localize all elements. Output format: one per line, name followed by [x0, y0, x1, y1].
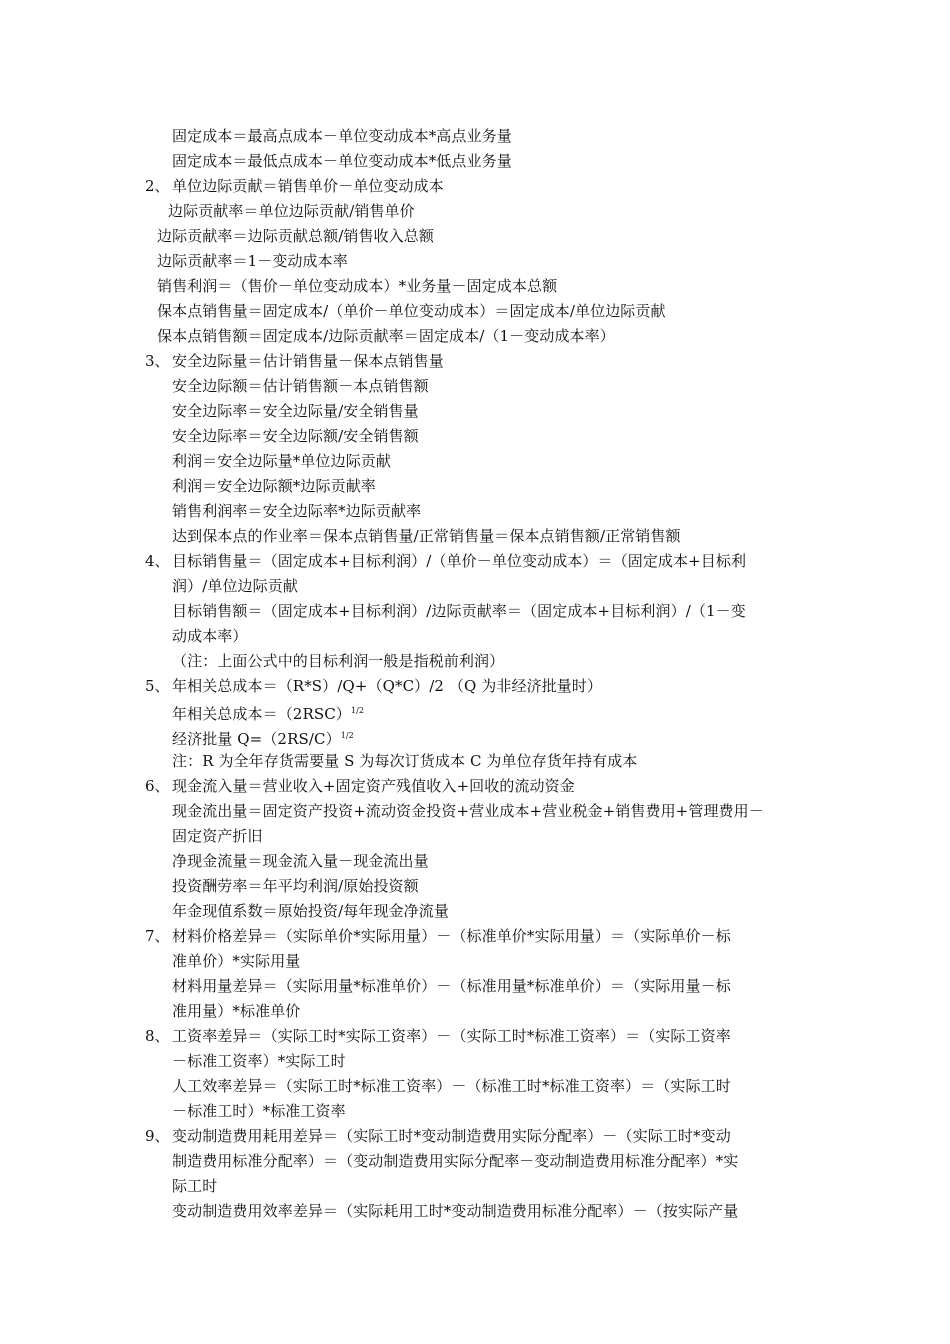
formula-line: 变动制造费用效率差异＝（实际耗用工时*变动制造费用标准分配率）－（按实际产量	[172, 1202, 739, 1220]
formula-line: 年相关总成本＝（R*S）/Q+（Q*C）/2 （Q 为非经济批量时）	[172, 677, 603, 695]
formula-line: 年金现值系数＝原始投资/每年现金净流量	[172, 902, 449, 920]
note-line: （注：上面公式中的目标利润一般是指税前利润）	[172, 652, 505, 670]
formula-line: 目标销售量＝（固定成本+目标利润）/（单价－单位变动成本）＝（固定成本+目标利	[172, 552, 747, 570]
formula-line: 利润＝安全边际额*边际贡献率	[172, 477, 376, 495]
formula-line: 准用量）*标准单价	[172, 1002, 301, 1020]
formula-line: 达到保本点的作业率＝保本点销售量/正常销售量＝保本点销售额/正常销售额	[172, 527, 681, 545]
formula-line: 固定成本＝最低点成本－单位变动成本*低点业务量	[172, 152, 512, 170]
item-number: 5、	[145, 677, 170, 695]
exponent: 1/2	[340, 731, 354, 740]
item-number: 6、	[145, 777, 170, 795]
formula-line	[172, 726, 354, 749]
formula-text: 年相关总成本＝（2RSC）	[172, 705, 351, 723]
formula-line: 人工效率差异＝（实际工时*标准工资率）－（标准工时*标准工资率）＝（实际工时	[172, 1077, 731, 1095]
formula-line: 动成本率）	[172, 627, 248, 645]
formula-line: 安全边际率＝安全边际额/安全销售额	[172, 427, 419, 445]
formula-line: －标准工资率）*实际工时	[172, 1052, 346, 1070]
formula-line: 单位边际贡献＝销售单价－单位变动成本	[172, 177, 444, 195]
formula-line: 工资率差异＝（实际工时*实际工资率）－（实际工时*标准工资率）＝（实际工资率	[172, 1027, 731, 1045]
formula-line: 边际贡献率＝单位边际贡献/销售单价	[168, 202, 415, 220]
formula-text: 经济批量 Q=（2RS/C）	[172, 730, 341, 748]
formula-line: 变动制造费用耗用差异＝（实际工时*变动制造费用实际分配率）－（实际工时*变动	[172, 1127, 731, 1145]
item-number: 8、	[145, 1027, 170, 1045]
formula-line: 边际贡献率＝1－变动成本率	[157, 252, 348, 270]
formula-line: 保本点销售额＝固定成本/边际贡献率＝固定成本/（1－变动成本率）	[157, 327, 615, 345]
formula-line: 现金流出量＝固定资产投资+流动资金投资+营业成本+营业税金+销售费用+管理费用－	[172, 802, 764, 820]
note-line: 注：R 为全年存货需要量 S 为每次订货成本 C 为单位存货年持有成本	[172, 752, 638, 770]
item-number: 9、	[145, 1127, 170, 1145]
formula-line: 边际贡献率＝边际贡献总额/销售收入总额	[157, 227, 434, 245]
formula-line	[172, 701, 364, 724]
formula-line: 净现金流量＝现金流入量－现金流出量	[172, 852, 429, 870]
formula-line: 润）/单位边际贡献	[172, 577, 298, 595]
formula-line: 投资酬劳率＝年平均利润/原始投资额	[172, 877, 419, 895]
formula-line: 安全边际率＝安全边际量/安全销售量	[172, 402, 419, 420]
formula-line: 固定资产折旧	[172, 827, 263, 845]
item-number: 3、	[145, 352, 170, 370]
formula-line: 现金流入量＝营业收入+固定资产残值收入+回收的流动资金	[172, 777, 575, 795]
formula-line: 材料价格差异＝（实际单价*实际用量）－（标准单价*实际用量）＝（实际单价－标	[172, 927, 731, 945]
formula-line: 目标销售额＝（固定成本+目标利润）/边际贡献率＝（固定成本+目标利润）/（1－变	[172, 602, 746, 620]
formula-line: 材料用量差异＝（实际用量*标准单价）－（标准用量*标准单价）＝（实际用量－标	[172, 977, 731, 995]
formula-line: 安全边际量＝估计销售量－保本点销售量	[172, 352, 444, 370]
formula-line: －标准工时）*标准工资率	[172, 1102, 346, 1120]
formula-line: 安全边际额＝估计销售额－本点销售额	[172, 377, 429, 395]
formula-line: 制造费用标准分配率）＝（变动制造费用实际分配率－变动制造费用标准分配率）*实	[172, 1152, 739, 1170]
formula-line: 销售利润率＝安全边际率*边际贡献率	[172, 502, 422, 520]
formula-line: 利润＝安全边际量*单位边际贡献	[172, 452, 392, 470]
item-number: 2、	[145, 177, 170, 195]
exponent: 1/2	[350, 706, 365, 715]
item-number: 7、	[145, 927, 170, 945]
formula-line: 保本点销售量＝固定成本/（单价－单位变动成本）＝固定成本/单位边际贡献	[157, 302, 666, 320]
formula-line: 销售利润＝（售价－单位变动成本）*业务量－固定成本总额	[157, 277, 558, 295]
formula-line: 固定成本＝最高点成本－单位变动成本*高点业务量	[172, 127, 512, 145]
formula-line: 准单价）*实际用量	[172, 952, 301, 970]
item-number: 4、	[145, 552, 170, 570]
formula-line: 际工时	[172, 1177, 218, 1195]
